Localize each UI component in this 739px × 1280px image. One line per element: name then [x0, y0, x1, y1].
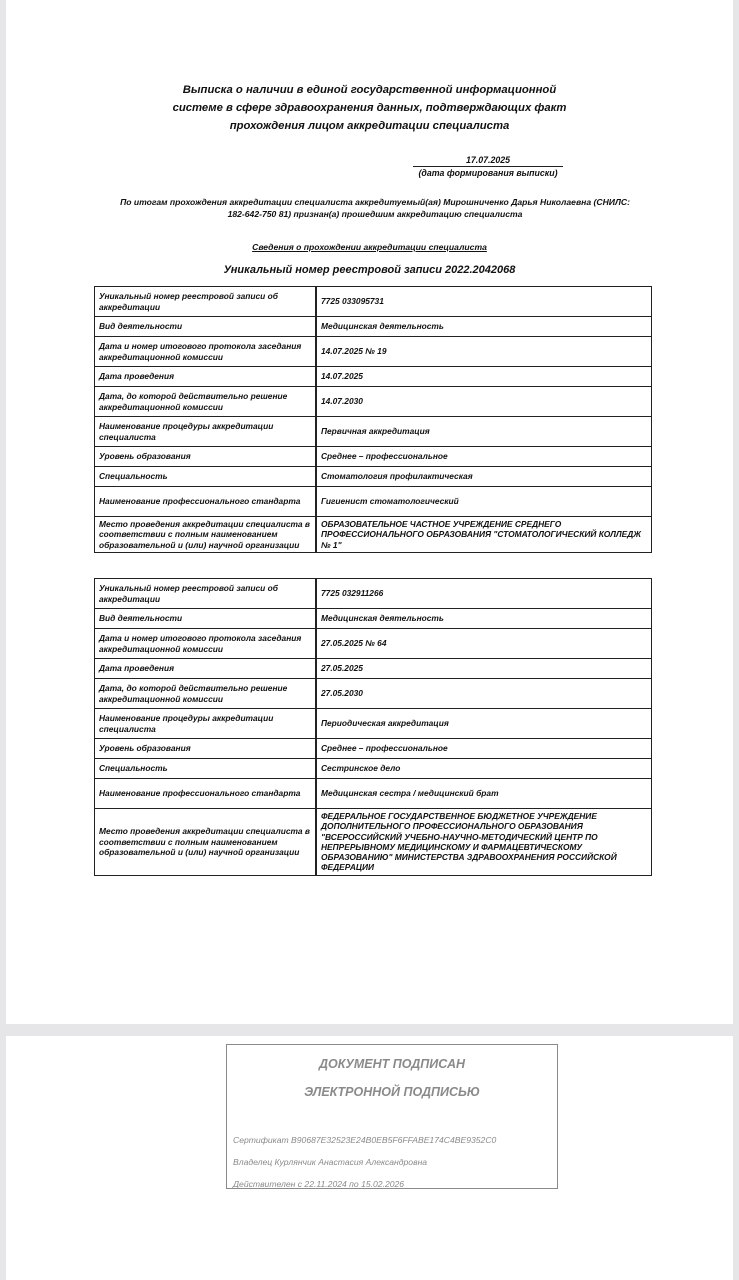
table-row — [95, 709, 652, 739]
row-value: Сестринское дело — [316, 759, 652, 779]
table-row — [95, 287, 652, 317]
row-value: 14.07.2025 — [316, 367, 652, 387]
accreditation-table-2 — [94, 578, 652, 876]
intro-paragraph — [92, 197, 658, 220]
table-row — [95, 467, 652, 487]
document-page-1 — [6, 0, 733, 1024]
row-value: 14.07.2030 — [316, 387, 652, 417]
document-title — [6, 81, 733, 135]
row-value: Медицинская деятельность — [316, 609, 652, 629]
row-value: ФЕДЕРАЛЬНОЕ ГОСУДАРСТВЕННОЕ БЮДЖЕТНОЕ УЧРЕЖДЕНИЕ ДОПОЛНИТЕЛЬНОГО ПРОФЕССИОНАЛЬНОГО ОБРАЗОВАНИЯ "ВСЕРОССИЙСКИЙ УЧЕБНО-НАУЧНО-МЕТОДИЧЕСКИЙ ЦЕНТР ПО НЕПРЕРЫВНОМУ МЕДИЦИНСКОМУ И ФАРМАЦЕВТИЧЕСКОМУ ОБРАЗОВАНИЮ" МИНИСТЕРСТВА ЗДРАВООХРАНЕНИЯ РОССИЙСКОЙ ФЕДЕРАЦИИ — [316, 809, 652, 876]
table-row — [95, 759, 652, 779]
table-row — [95, 629, 652, 659]
row-value: Первичная аккредитация — [316, 417, 652, 447]
row-label: Уникальный номер реестровой записи об аккредитации — [95, 579, 317, 609]
row-label: Вид деятельности — [95, 609, 317, 629]
table-row — [95, 337, 652, 367]
row-label: Уровень образования — [95, 447, 317, 467]
row-label: Наименование процедуры аккредитации специалиста — [95, 417, 317, 447]
table-row — [95, 487, 652, 517]
table-row — [95, 517, 652, 553]
row-value: 27.05.2025 — [316, 659, 652, 679]
row-label: Дата, до которой действительно решение аккредитационной комиссии — [95, 387, 317, 417]
row-value: Периодическая аккредитация — [316, 709, 652, 739]
row-value: Медицинская сестра / медицинский брат — [316, 779, 652, 809]
formation-date-block — [413, 155, 563, 178]
row-label: Наименование профессионального стандарта — [95, 487, 317, 517]
row-label: Наименование профессионального стандарта — [95, 779, 317, 809]
table-row — [95, 447, 652, 467]
row-label: Специальность — [95, 759, 317, 779]
signature-certificate: Сертификат B90687E32523E24B0EB5F6FFABE174C4BE9352C0 — [233, 1135, 497, 1145]
electronic-signature-stamp — [226, 1044, 558, 1189]
row-label: Дата проведения — [95, 367, 317, 387]
formation-date: 17.07.2025 — [413, 155, 563, 167]
row-label: Место проведения аккредитации специалиста в соответствии с полным наименованием образовательной и (или) научной организации — [95, 517, 317, 553]
signature-validity: Действителен с 22.11.2024 по 15.02.2026 — [233, 1179, 405, 1189]
title-line-3: прохождения лицом аккредитации специалиста — [229, 120, 510, 132]
row-label: Уровень образования — [95, 739, 317, 759]
row-label: Дата и номер итогового протокола заседания аккредитационной комиссии — [95, 629, 317, 659]
formation-date-caption: (дата формирования выписки) — [418, 168, 558, 178]
row-value: 14.07.2025 № 19 — [316, 337, 652, 367]
table-row — [95, 579, 652, 609]
title-line-2: системе в сфере здравоохранения данных, подтверждающих факт — [172, 102, 567, 114]
row-label: Дата проведения — [95, 659, 317, 679]
table-row — [95, 387, 652, 417]
signature-heading-2: ЭЛЕКТРОННОЙ ПОДПИСЬЮ — [304, 1085, 480, 1099]
document-page-2 — [6, 1036, 733, 1280]
row-label: Дата, до которой действительно решение аккредитационной комиссии — [95, 679, 317, 709]
table-row — [95, 317, 652, 337]
table-row — [95, 609, 652, 629]
table-row — [95, 417, 652, 447]
table-row — [95, 779, 652, 809]
row-value: Среднее – профессиональное — [316, 739, 652, 759]
row-label: Дата и номер итогового протокола заседания аккредитационной комиссии — [95, 337, 317, 367]
row-value: 7725 033095731 — [316, 287, 652, 317]
row-label: Уникальный номер реестровой записи об аккредитации — [95, 287, 317, 317]
row-value: 7725 032911266 — [316, 579, 652, 609]
row-label: Специальность — [95, 467, 317, 487]
section-heading: Сведения о прохождении аккредитации специалиста — [252, 242, 487, 252]
intro-line-2: 182-642-750 81) признан(а) прошедшим аккредитацию специалиста — [227, 208, 523, 219]
row-label: Вид деятельности — [95, 317, 317, 337]
registry-number: Уникальный номер реестровой записи 2022.2042068 — [223, 264, 516, 276]
table-row — [95, 809, 652, 876]
signature-owner: Владелец Курлянчик Анастасия Александровна — [233, 1157, 428, 1167]
signature-heading-1: ДОКУМЕНТ ПОДПИСАН — [318, 1057, 466, 1071]
row-value: ОБРАЗОВАТЕЛЬНОЕ ЧАСТНОЕ УЧРЕЖДЕНИЕ СРЕДНЕГО ПРОФЕССИОНАЛЬНОГО ОБРАЗОВАНИЯ "СТОМАТОЛОГИЧЕСКИЙ КОЛЛЕДЖ № 1" — [316, 517, 652, 553]
row-value: Медицинская деятельность — [316, 317, 652, 337]
row-value: Среднее – профессиональное — [316, 447, 652, 467]
intro-line-1: По итогам прохождения аккредитации специалиста аккредитуемый(ая) Мирошниченко Дарья Николаевна (СНИЛС: — [120, 197, 630, 207]
table-row — [95, 739, 652, 759]
table-row — [95, 679, 652, 709]
row-label: Наименование процедуры аккредитации специалиста — [95, 709, 317, 739]
row-value: 27.05.2025 № 64 — [316, 629, 652, 659]
table-row — [95, 367, 652, 387]
row-value: Гигиенист стоматологический — [316, 487, 652, 517]
accreditation-table-1 — [94, 286, 652, 553]
table-row — [95, 659, 652, 679]
row-value: 27.05.2030 — [316, 679, 652, 709]
title-line-1: Выписка о наличии в единой государственной информационной — [182, 84, 557, 96]
row-label: Место проведения аккредитации специалиста в соответствии с полным наименованием образовательной и (или) научной организации — [95, 809, 317, 876]
row-value: Стоматология профилактическая — [316, 467, 652, 487]
